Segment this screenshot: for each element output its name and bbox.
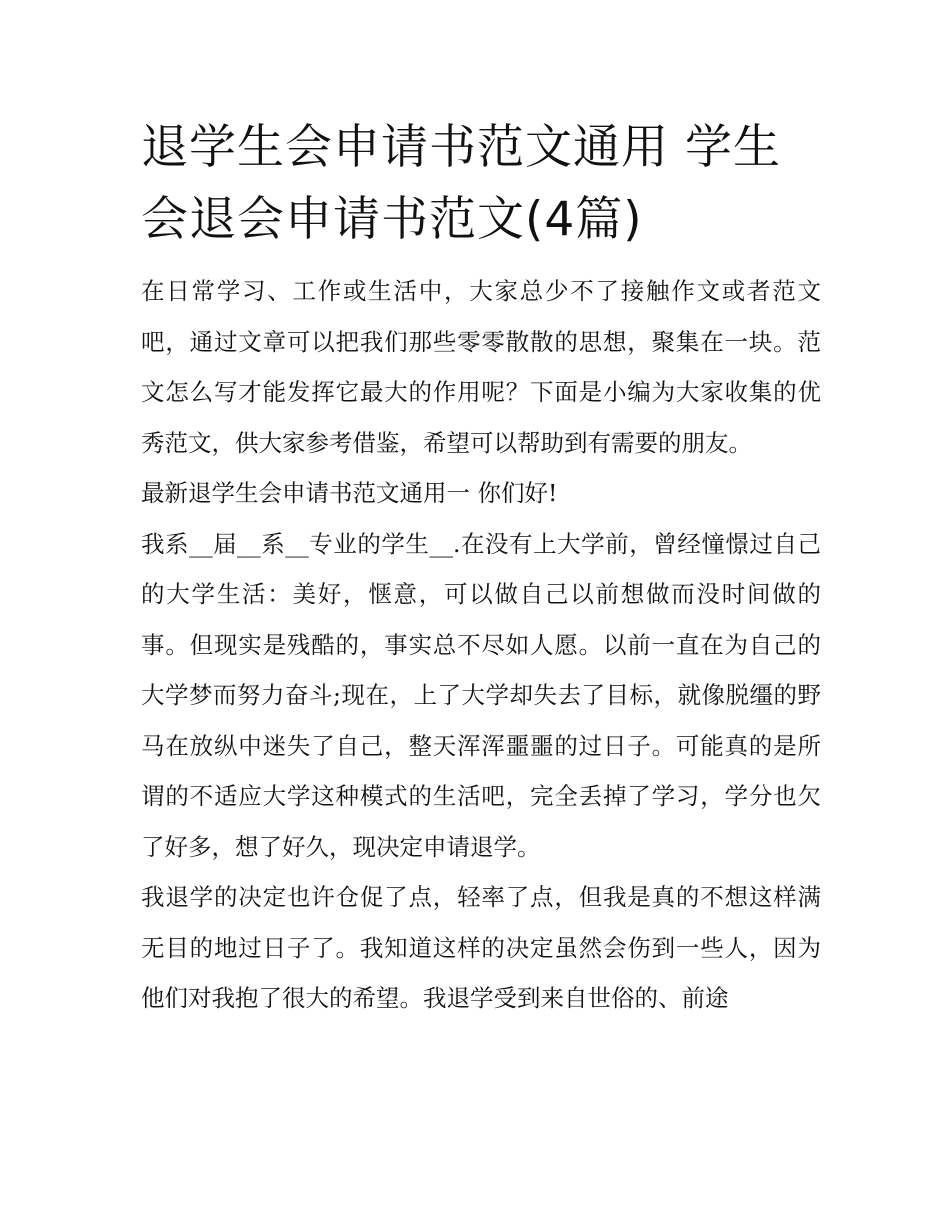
section-heading-paragraph: 最新退学生会申请书范文通用一 你们好!: [141, 479, 558, 507]
body-paragraph: 我系__届__系__专业的学生__.在没有上大学前，曾经憧憬过自己的大学生活：美好，惬意，可以做自己以前想做而没时间做的事。但现实是残酷的，事实总不尽如人愿。以前一直在为自己的大学梦而努力奋斗;现在，上了大学却失去了目标，就像脱缰的野马在放纵中迷失了自己，整天浑浑噩噩的过日子。可能真的是所谓的不适应大学这种模式的生活吧，完全丢掉了学习，学分也欠了好多，想了好久，现决定申请退学。: [141, 529, 821, 861]
document-body: [141, 112, 821, 1024]
document-title: 退学生会申请书范文通用 学生会退会申请书范文(4篇): [141, 120, 781, 247]
body-paragraph: 我退学的决定也许仓促了点，轻率了点，但我是真的不想这样满无目的地过日子了。我知道这样的决定虽然会伤到一些人，因为他们对我抱了很大的希望。我退学受到来自世俗的、前途: [141, 883, 821, 1012]
intro-paragraph: 在日常学习、工作或生活中，大家总少不了接触作文或者范文吧，通过文章可以把我们那些零零散散的思想，聚集在一块。范文怎么写才能发挥它最大的作用呢？下面是小编为大家收集的优秀范文，供大家参考借鉴，希望可以帮助到有需要的朋友。: [141, 277, 821, 457]
